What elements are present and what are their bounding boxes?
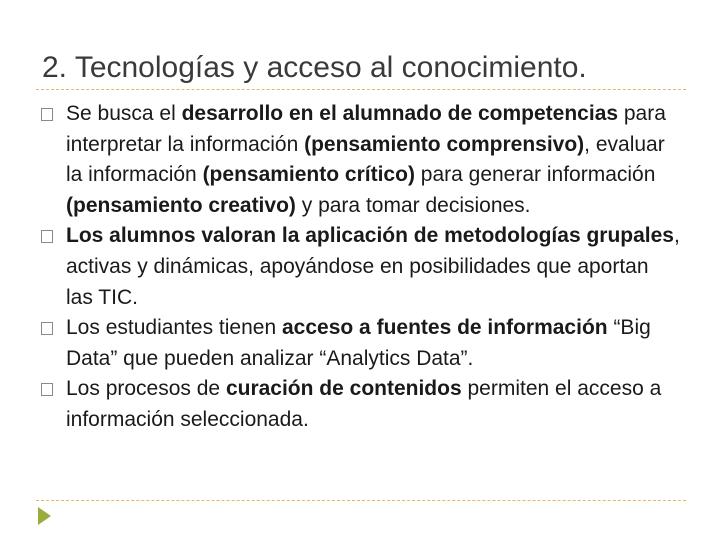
bullet-text bbox=[66, 316, 651, 370]
text-segment: , evaluar la información bbox=[66, 132, 665, 187]
text-segment: Los procesos de bbox=[66, 377, 226, 401]
text-segment: Se busca el bbox=[66, 102, 182, 125]
bullet-item bbox=[40, 99, 680, 221]
text-segment: para generar información bbox=[414, 163, 656, 187]
text-segment: y para tomar decisiones. bbox=[295, 193, 531, 217]
bold-text-segment: Los alumnos valoran la aplicación de metodologías grupales bbox=[66, 224, 674, 248]
bullet-item bbox=[40, 313, 680, 374]
bold-text-segment: (pensamiento comprensivo) bbox=[304, 132, 585, 156]
text-segment: permiten el acceso a información seleccionada. bbox=[66, 377, 662, 431]
text-segment: , activas y dinámicas, apoyándose en posibilidades que aportan las TIC. bbox=[66, 224, 680, 309]
bold-text-segment: (pensamiento creativo) bbox=[66, 193, 296, 217]
play-arrow-icon[interactable] bbox=[38, 507, 51, 525]
text-segment: para interpretar la información bbox=[66, 102, 666, 156]
text-segment: Los estudiantes tienen bbox=[66, 316, 282, 340]
checkbox-square-icon bbox=[41, 383, 53, 396]
checkbox-square-icon bbox=[41, 230, 53, 243]
footer-divider bbox=[36, 500, 686, 501]
bold-text-segment: desarrollo en el alumnado de competencias bbox=[181, 102, 619, 125]
text-segment: “Big Data” que pueden analizar “Analytics Data”. bbox=[66, 316, 651, 370]
checkbox-square-icon bbox=[41, 322, 53, 335]
slide-title: 2. Tecnologías y acceso al conocimiento. bbox=[42, 51, 587, 84]
bullet-item bbox=[40, 374, 680, 435]
bullet-list bbox=[40, 99, 680, 436]
bold-text-segment: acceso a fuentes de información bbox=[282, 316, 608, 340]
checkbox-square-icon bbox=[41, 108, 53, 121]
title-divider bbox=[36, 89, 686, 90]
bold-text-segment: curación de contenidos bbox=[225, 377, 462, 401]
bullet-item bbox=[40, 221, 680, 313]
bullet-text bbox=[66, 224, 680, 308]
bullet-text bbox=[66, 102, 666, 217]
bullet-text bbox=[66, 377, 661, 431]
bold-text-segment: (pensamiento crítico) bbox=[202, 163, 415, 187]
